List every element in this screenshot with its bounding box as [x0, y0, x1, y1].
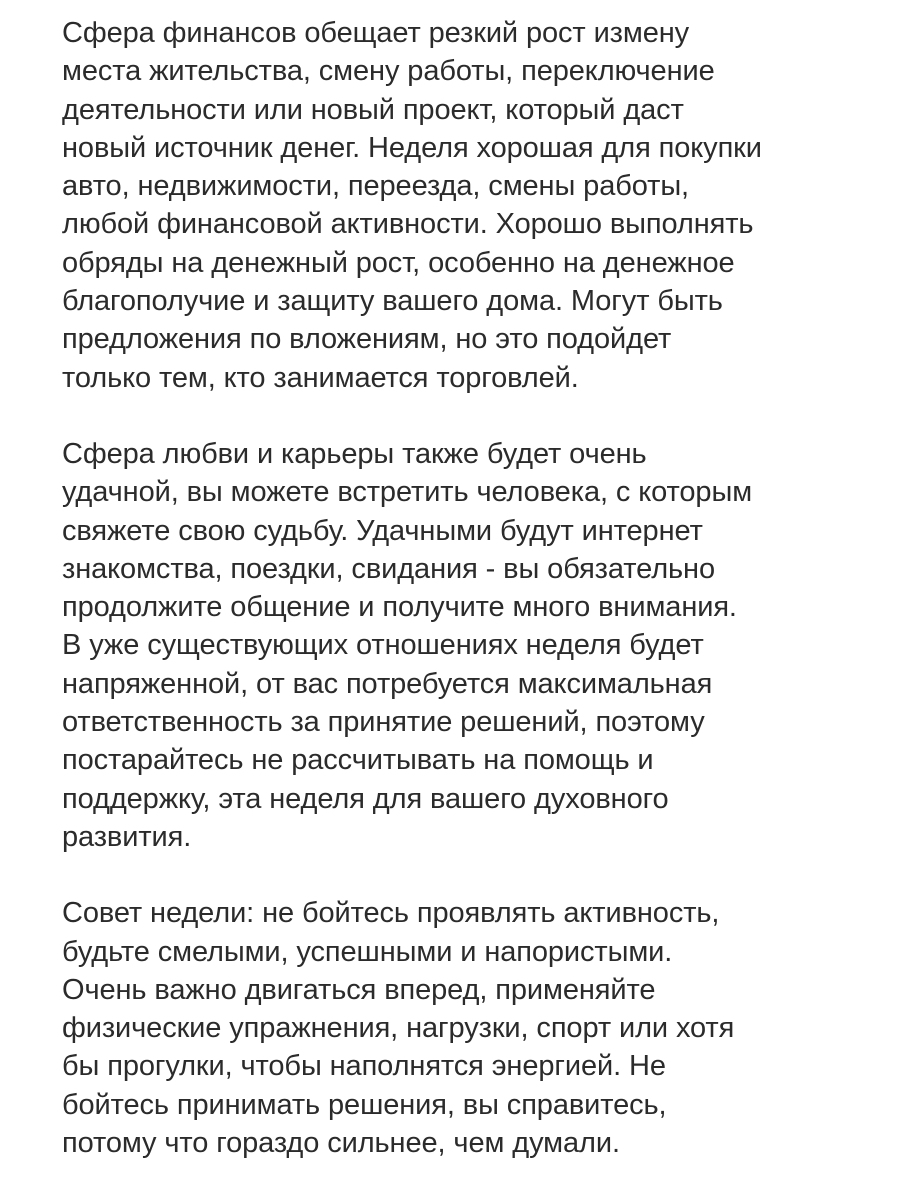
- text-line: только тем, кто занимается торговлей.: [62, 361, 579, 394]
- text-line: места жительства, смену работы, переключение: [62, 55, 715, 88]
- text-line: бойтесь принимать решения, вы справитесь,: [62, 1088, 667, 1121]
- text-line: физические упражнения, нагрузки, спорт или хотя: [62, 1012, 735, 1045]
- text-line: будьте смелыми, успешными и напористыми.: [62, 935, 673, 968]
- text-line: поддержку, эта неделя для вашего духовного: [62, 782, 669, 815]
- document-body: [62, 14, 882, 1162]
- text-line: Совет недели: не бойтесь проявлять активность,: [62, 897, 720, 930]
- text-line: свяжете свою судьбу. Удачными будут интернет: [62, 514, 703, 547]
- text-line: Сфера любви и карьеры также будет очень: [62, 437, 647, 470]
- text-line: деятельности или новый проект, который даст: [62, 93, 684, 126]
- text-line: бы прогулки, чтобы наполнятся энергией. Не: [62, 1050, 666, 1083]
- text-line: удачной, вы можете встретить человека, с которым: [62, 476, 753, 509]
- text-line: ответственность за принятие решений, поэтому: [62, 706, 705, 739]
- text-line: Сфера финансов обещает резкий рост измену: [62, 17, 690, 49]
- text-line: продолжите общение и получите много внимания.: [62, 591, 737, 624]
- text-line: потому что гораздо сильнее, чем думали.: [62, 1127, 620, 1160]
- text-line: предложения по вложениям, но это подойдет: [62, 323, 672, 356]
- text-line: постарайтесь не рассчитывать на помощь и: [62, 744, 654, 777]
- text-line: авто, недвижимости, переезда, смены работы,: [62, 170, 690, 203]
- paragraph-love-career: [62, 435, 882, 856]
- text-line: напряженной, от вас потребуется максимальная: [62, 667, 713, 700]
- paragraph-finance: [62, 14, 882, 397]
- text-line: благополучие и защиту вашего дома. Могут быть: [62, 285, 723, 318]
- text-line: новый источник денег. Неделя хорошая для покупки: [62, 131, 762, 164]
- text-line: знакомства, поездки, свидания - вы обязательно: [62, 552, 715, 585]
- text-line: Очень важно двигаться вперед, применяйте: [62, 973, 656, 1006]
- text-line: любой финансовой активности. Хорошо выполнять: [62, 208, 754, 241]
- text-line: В уже существующих отношениях неделя будет: [62, 629, 704, 662]
- text-line: обряды на денежный рост, особенно на денежное: [62, 246, 735, 279]
- paragraph-advice: [62, 894, 882, 1162]
- text-line: развития.: [62, 820, 192, 853]
